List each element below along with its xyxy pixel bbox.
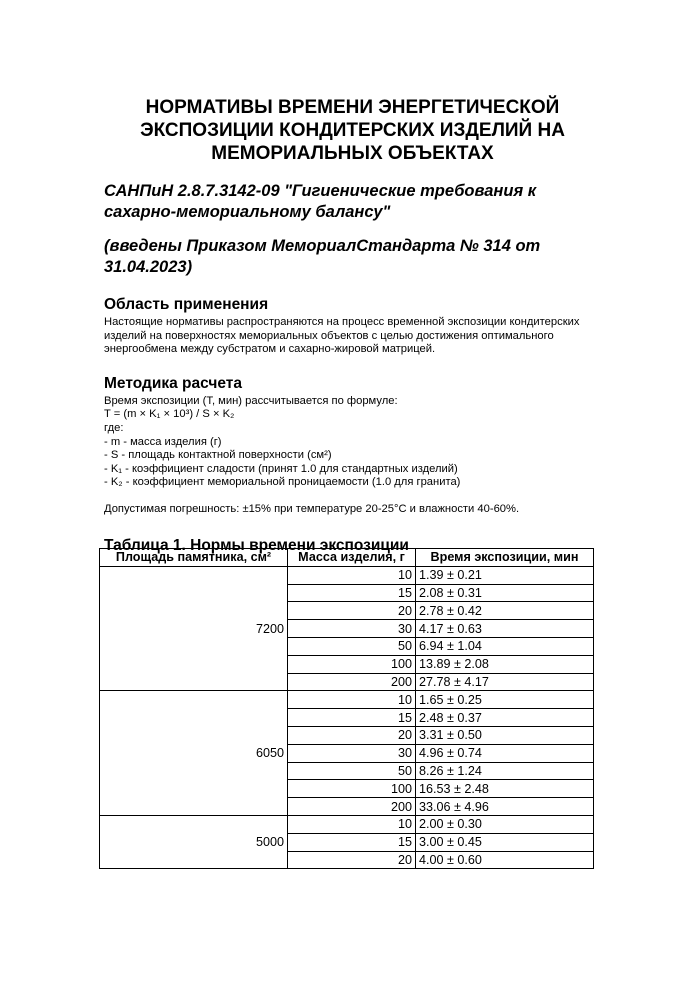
- variable-definition: - S - площадь контактной поверхности (см²): [104, 449, 332, 462]
- scope-heading: Область применения: [104, 296, 269, 313]
- mass-cell: 15: [288, 833, 416, 851]
- tolerance-note: Допустимая погрешность: ±15% при температуре 20-25°C и влажности 40-60%.: [104, 502, 520, 515]
- time-cell: 16.53 ± 2.48: [416, 780, 594, 798]
- document-subtitle: САНПиН 2.8.7.3142-09 "Гигиенические требования к сахарно-мемориальному балансу": [104, 182, 537, 221]
- area-cell: 5000: [100, 815, 288, 868]
- column-header-mass: Масса изделия, г: [288, 549, 416, 567]
- mass-cell: 15: [288, 709, 416, 727]
- mass-cell: 50: [288, 637, 416, 655]
- mass-cell: 100: [288, 780, 416, 798]
- mass-cell: 50: [288, 762, 416, 780]
- column-header-area: Площадь памятника, см²: [100, 549, 288, 567]
- document-page: [104, 96, 601, 555]
- mass-cell: 20: [288, 851, 416, 869]
- column-header-time: Время экспозиции, мин: [416, 549, 594, 567]
- method-line: Время экспозиции (T, мин) рассчитывается по формуле:: [104, 394, 398, 407]
- time-cell: 4.96 ± 0.74: [416, 744, 594, 762]
- table-body: [100, 566, 594, 869]
- mass-cell: 30: [288, 744, 416, 762]
- mass-cell: 30: [288, 620, 416, 638]
- time-cell: 2.78 ± 0.42: [416, 602, 594, 620]
- time-cell: 4.17 ± 0.63: [416, 620, 594, 638]
- mass-cell: 15: [288, 584, 416, 602]
- time-cell: 1.65 ± 0.25: [416, 691, 594, 709]
- variable-definition: - K₂ - коэффициент мемориальной проницаемости (1.0 для гранита): [104, 476, 461, 489]
- mass-cell: 10: [288, 815, 416, 833]
- time-cell: 4.00 ± 0.60: [416, 851, 594, 869]
- mass-cell: 200: [288, 673, 416, 691]
- mass-cell: 100: [288, 655, 416, 673]
- area-cell: 7200: [100, 566, 288, 691]
- table-row: [100, 691, 594, 709]
- formula-line: T = (m × K₁ × 10³) / S × K₂: [104, 408, 235, 421]
- time-cell: 33.06 ± 4.96: [416, 798, 594, 816]
- mass-cell: 20: [288, 726, 416, 744]
- time-cell: 6.94 ± 1.04: [416, 637, 594, 655]
- variable-definition: - K₁ - коэффициент сладости (принят 1.0 для стандартных изделий): [104, 462, 458, 475]
- time-cell: 2.00 ± 0.30: [416, 815, 594, 833]
- table-header-row: [100, 549, 594, 567]
- time-cell: 3.00 ± 0.45: [416, 833, 594, 851]
- mass-cell: 20: [288, 602, 416, 620]
- variable-definition: - m - масса изделия (г): [104, 435, 222, 448]
- time-cell: 8.26 ± 1.24: [416, 762, 594, 780]
- method-lines: [104, 395, 601, 490]
- exposure-norms-table: [99, 548, 594, 869]
- time-cell: 3.31 ± 0.50: [416, 726, 594, 744]
- method-line: где:: [104, 421, 124, 434]
- time-cell: 2.08 ± 0.31: [416, 584, 594, 602]
- time-cell: 1.39 ± 0.21: [416, 566, 594, 584]
- document-title: НОРМАТИВЫ ВРЕМЕНИ ЭНЕРГЕТИЧЕСКОЙ ЭКСПОЗИЦИИ КОНДИТЕРСКИХ ИЗДЕЛИЙ НА МЕМОРИАЛЬНЫХ ОБЪЕКТАХ: [140, 97, 565, 164]
- time-cell: 13.89 ± 2.08: [416, 655, 594, 673]
- mass-cell: 10: [288, 691, 416, 709]
- area-cell: 6050: [100, 691, 288, 816]
- mass-cell: 10: [288, 566, 416, 584]
- decree-note: (введены Приказом МемориалСтандарта № 314 от 31.04.2023): [104, 237, 541, 276]
- scope-text: Настоящие нормативы распространяются на процесс временной экспозиции кондитерских изделий на поверхностях мемориальных объектов с целью достижения оптимального энергообмена между субстратом и сахарно-жировой матрицей.: [104, 316, 580, 356]
- time-cell: 27.78 ± 4.17: [416, 673, 594, 691]
- method-heading: Методика расчета: [104, 374, 242, 392]
- table-row: [100, 566, 594, 584]
- table-row: [100, 815, 594, 833]
- table-heading: Таблица 1. Нормы времени экспозиции: [104, 536, 409, 554]
- time-cell: 2.48 ± 0.37: [416, 709, 594, 727]
- mass-cell: 200: [288, 798, 416, 816]
